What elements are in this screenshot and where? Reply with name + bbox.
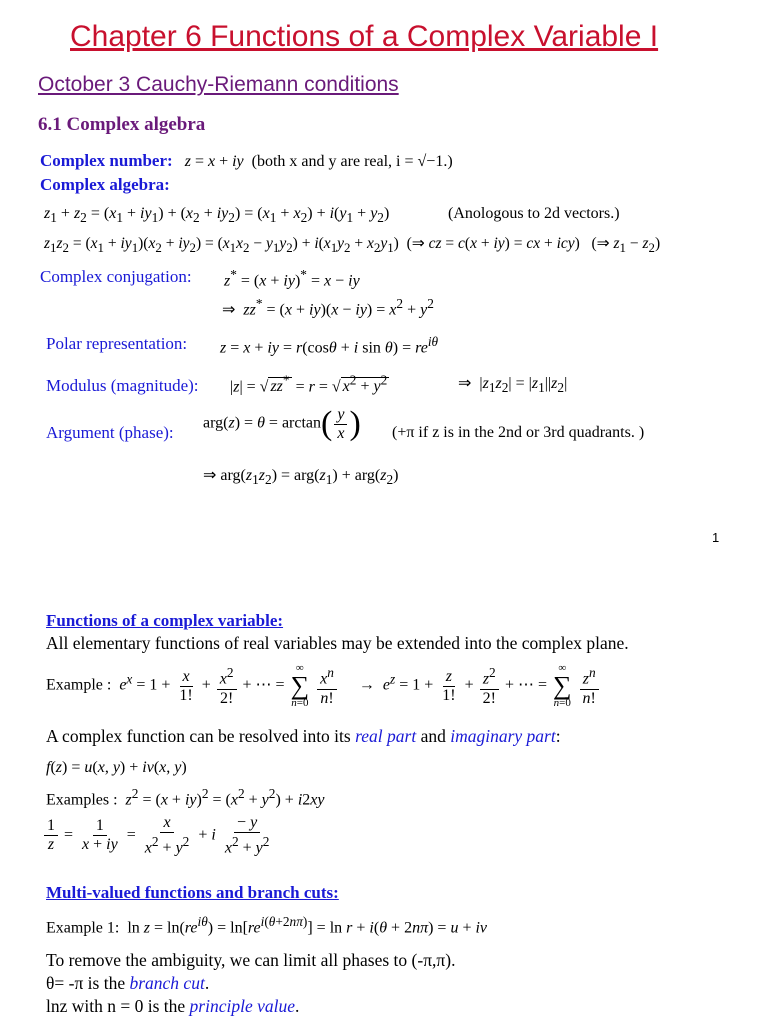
modulus-product: ⇒ $|z_1z_2| = |z_1||z_2|$ bbox=[458, 375, 568, 396]
resolve-text-a: A complex function can be resolved into its bbox=[46, 726, 356, 746]
imaginary-part-term: imaginary part bbox=[450, 726, 556, 746]
principle-text-b: . bbox=[295, 996, 300, 1016]
multivalued-heading: Multi-valued functions and branch cuts: bbox=[46, 883, 339, 902]
examples-square: Examples : $z^2 = (x + iy)^2 = (x^2 + y^2) + i2xy$ bbox=[46, 786, 325, 809]
functions-text: All elementary functions of real variables may be extended into the complex plane. bbox=[46, 633, 629, 653]
example-exponential: Example : $e^x = 1$ + $\frac{x}{1!}$ + $\frac{x^2}{2!}$ + ⋯ = ∞ ∑ n=0 $\frac{x^n}{n!}$ → $e^z = 1$ + $\frac{z}{1!}$ + $\frac{z^2}{2!}$ + ⋯ = ∞ ∑ n=0 $\frac{z^n}{n!}$ bbox=[46, 663, 601, 709]
conjugation-label: Complex conjugation: bbox=[40, 267, 192, 286]
polar-label: Polar representation: bbox=[46, 334, 188, 353]
example1-label: Example 1: bbox=[46, 919, 120, 937]
example-label: Example : bbox=[46, 676, 112, 694]
conjugation-equation: z* = (x + iy)* = x − iy bbox=[224, 267, 360, 290]
real-part-term: real part bbox=[355, 726, 417, 746]
conjugation-product: ⇒ $zz^* = (x + iy)(x - iy) = x^2 + y^2$ bbox=[222, 296, 434, 319]
quadrant-note: (+π if z is in the 2nd or 3rd quadrants. ) bbox=[392, 424, 645, 441]
product-equation: $z_1z_2 = (x_1 + iy_1)(x_2 + iy_2) = (x_1x_2 - y_1y_2) + i(x_1y_2 + x_2y_1)$ (⇒ cz = c(x + iy) = cx + icy) (⇒ $z_1 - z_2$) bbox=[44, 235, 661, 256]
argument-product: ⇒ $arg(z_1z_2) = arg(z_1) + arg(z_2)$ bbox=[203, 467, 399, 488]
branch-cut-line bbox=[46, 973, 209, 994]
principle-value-term: principle value bbox=[189, 996, 295, 1016]
lecture-subtitle: October 3 Cauchy-Riemann conditions bbox=[38, 73, 399, 96]
principle-text-a: lnz with n = 0 is the bbox=[46, 996, 190, 1016]
log-example: Example 1: $\ln z = \ln(re^{i\theta}) = \ln[re^{i(\theta+2n\pi)}] = \ln r + i(\theta + 2n\pi) = u$ + iv bbox=[46, 914, 488, 937]
page-title: Chapter 6 Functions of a Complex Variable I bbox=[70, 20, 659, 53]
complex-number-line: Complex number: z = x + iy (both x and y are real, i = √−1.) bbox=[40, 151, 453, 170]
resolve-text bbox=[46, 726, 561, 747]
resolve-and: and bbox=[416, 726, 451, 746]
branch-cut-term: branch cut bbox=[129, 973, 205, 993]
sum-equation: $z_1 + z_2 = (x_1 + iy_1) + (x_2 + iy_2) = (x_1 + x_2) + i(y_1 + y_2)$ bbox=[44, 205, 390, 226]
branch-text-a: θ= -π is the bbox=[46, 973, 130, 993]
reciprocal-equation: $\frac{1}{z}$ = $\frac{1}{x + iy}$ = $\frac{x}{x^2 + y^2}$ + i $\frac{- y}{x^2 + y^2}$ bbox=[42, 814, 274, 857]
remove-ambiguity-text: To remove the ambiguity, we can limit all phases to (-π,π). bbox=[46, 950, 456, 970]
examples-label: Examples : bbox=[46, 791, 118, 809]
functions-heading: Functions of a complex variable: bbox=[46, 611, 284, 630]
complex-number-note: (both x and y are real, i = √−1.) bbox=[251, 153, 453, 170]
page-number: 1 bbox=[712, 530, 720, 545]
resolve-colon: : bbox=[555, 726, 561, 746]
complex-number-label: Complex number: bbox=[40, 151, 173, 170]
section-heading: 6.1 Complex algebra bbox=[38, 114, 206, 135]
argument-label: Argument (phase): bbox=[46, 423, 174, 442]
function-decomposition: f(z) = u(x, y) + iv(x, y) bbox=[46, 759, 187, 776]
complex-algebra-label: Complex algebra: bbox=[40, 175, 170, 194]
polar-equation: z = x + iy = r(cosθ + i $\sin \theta) = re^{i\theta}$ bbox=[220, 334, 439, 357]
modulus-equation: |z| = √ zz* = r = √ $x^2 + y^2$ bbox=[230, 373, 388, 396]
argument-equation: arg(z) = θ = arctan( $\frac{y}{x}$ ) bbox=[203, 405, 361, 442]
analogous-note: (Anologous to 2d vectors.) bbox=[448, 205, 620, 222]
branch-text-b: . bbox=[204, 973, 210, 993]
principle-value-line bbox=[46, 996, 299, 1017]
modulus-label: Modulus (magnitude): bbox=[46, 376, 199, 395]
